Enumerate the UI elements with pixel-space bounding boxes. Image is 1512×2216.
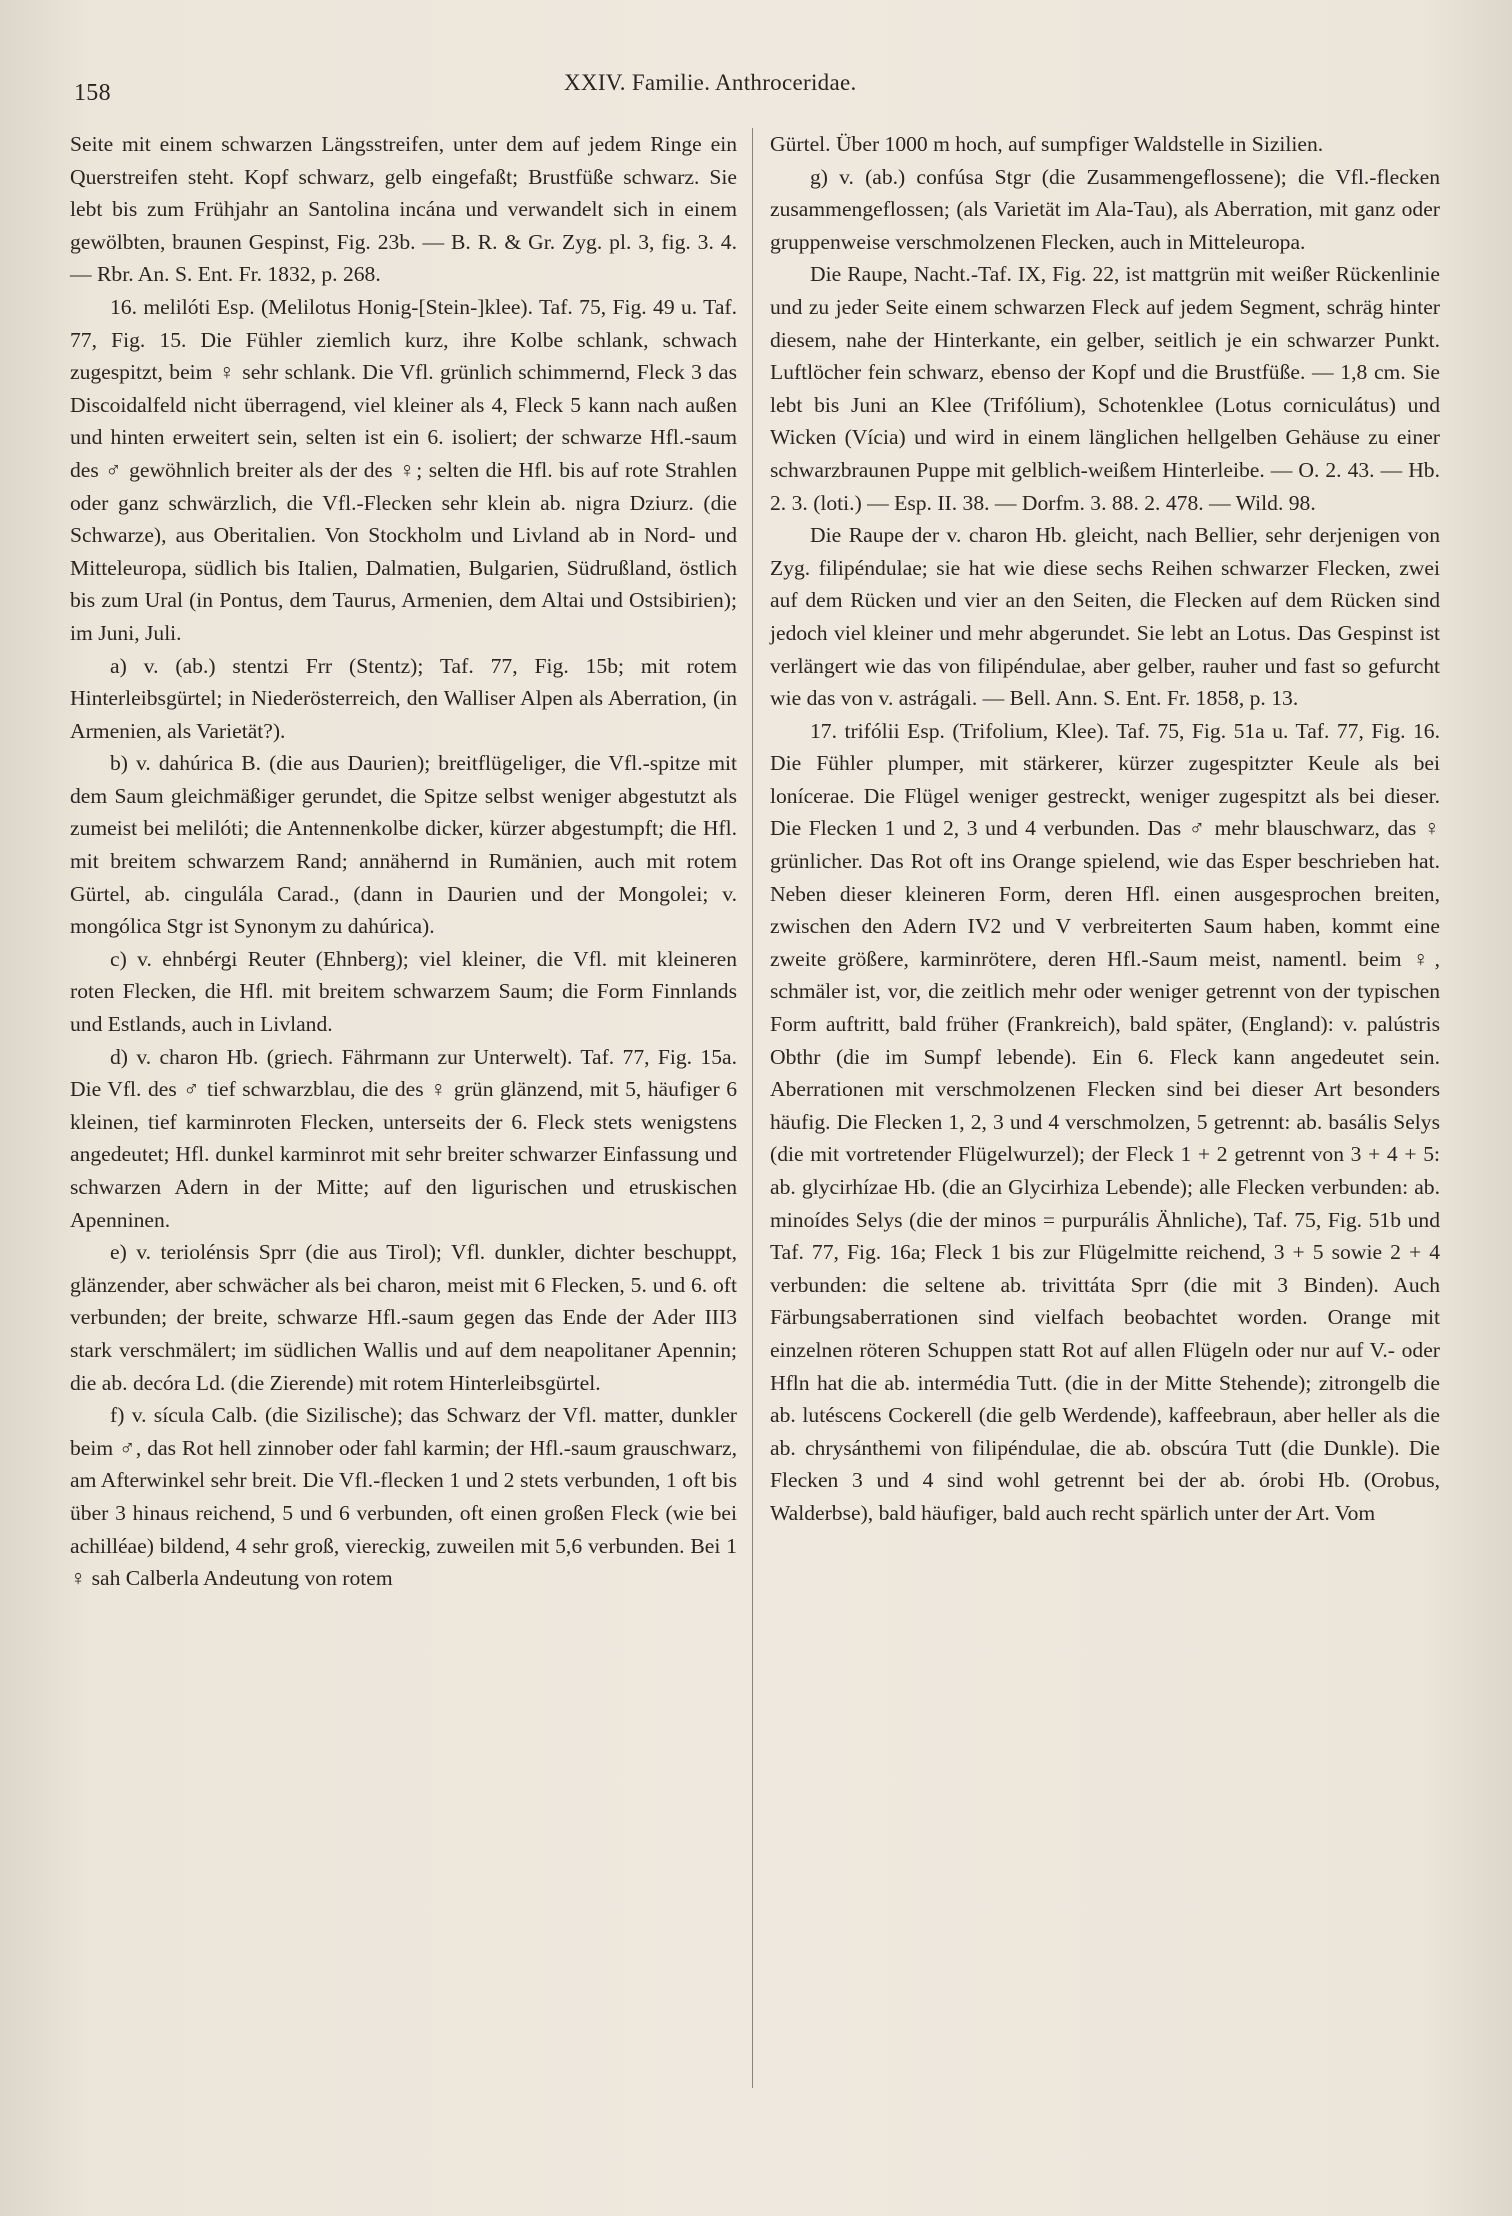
variety-paragraph: b) v. dahúrica B. (die aus Daurien); breitflügeliger, die Vfl.-spitze mit dem Saum gleichmäßiger gerundet, die Spitze selbst weniger abgestutzt als zumeist bei melilóti; die Antennenkolbe dicker, kürzer abgestumpft; die Hfl. mit breitem schwarzem Rand; annähernd in Rumänien, auch mit rotem Gürtel, ab. cingulála Carad., (dann in Daurien und der Mongolei; v. mongólica Stgr ist Synonym zu dahúrica). [70,751,737,939]
column-divider [752,128,753,2088]
variety-paragraph: c) v. ehnbérgi Reuter (Ehnberg); viel kleiner, die Vfl. mit kleineren roten Flecken, die Hfl. mit breitem schwarzem Saum; die Form Finnlands und Estlands, auch in Livland. [70,946,737,1037]
caterpillar-paragraph: Die Raupe, Nacht.-Taf. IX, Fig. 22, ist mattgrün mit weißer Rückenlinie und zu jeder Seite einem schwarzen Fleck auf jedem Segment, schräg hinter diesem, nahe der Hinterkante, ein gelber, seitlich je ein schwarzer Punkt. Luftlöcher fein schwarz, ebenso der Kopf und die Brustfüße. — 1,8 cm. Sie lebt bis Juni an Klee (Trifólium), Schotenklee (Lotus corniculátus) und Wicken (Vícia) und wird in einem länglichen hellgelben Gehäuse zu einer schwarzbraunen Puppe mit gelblich-weißem Hinterleibe. — O. 2. 43. — Hb. 2. 3. (loti.) — Esp. II. 38. — Dorfm. 3. 88. 2. 478. — Wild. 98. [770,262,1440,515]
variety-paragraph: g) v. (ab.) confúsa Stgr (die Zusammengeflossene); die Vfl.-flecken zusammengeflossen; (als Varietät im Ala-Tau), als Aberration, mit ganz oder gruppenweise verschmolzenen Flecken, auch in Mitteleuropa. [770,164,1440,254]
running-title: XXIV. Familie. Anthroceridae. [564,70,857,95]
left-column [70,128,737,1595]
variety-paragraph: e) v. teriolénsis Sprr (die aus Tirol); Vfl. dunkler, dichter beschuppt, glänzender, aber schwächer als bei charon, meist mit 6 Flecken, 5. und 6. oft verbunden; der breite, schwarze Hfl.-saum gegen das Ende der Ader III3 stark verschmälert; im südlichen Wallis und auf dem neapolitaner Apennin; die ab. decóra Ld. (die Zierende) mit rotem Hinterleibsgürtel. [70,1240,737,1395]
caterpillar-paragraph: Die Raupe der v. charon Hb. gleicht, nach Bellier, sehr derjenigen von Zyg. filipéndulae; sie hat wie diese sechs Reihen schwarzer Flecken, zwei auf dem Rücken und vier an den Seiten, die Flecken auf dem Rücken sind jedoch viel kleiner und mehr abgerundet. Sie lebt an Lotus. Das Gespinst ist verlängert wie das von filipéndulae, aber gelber, rauher und fast so gefurcht wie das von v. astrágali. — Bell. Ann. S. Ent. Fr. 1858, p. 13. [770,523,1440,711]
variety-paragraph: d) v. charon Hb. (griech. Fährmann zur Unterwelt). Taf. 77, Fig. 15a. Die Vfl. des ♂ tief schwarzblau, die des ♀ grün glänzend, mit 5, häufiger 6 kleinen, tief karminroten Flecken, unterseits der 6. Fleck stets wenigstens angedeutet; Hfl. dunkel karminrot mit sehr breiter schwarzer Einfassung und schwarzen Adern in der Mitte; auf den ligurischen und etruskischen Apenninen. [70,1044,737,1232]
page-number: 158 [74,80,111,106]
paragraph: Gürtel. Über 1000 m hoch, auf sumpfiger Waldstelle in Sizilien. [770,132,1324,156]
paragraph: Seite mit einem schwarzen Längsstreifen, unter dem auf jedem Ringe ein Querstreifen steht. Kopf schwarz, gelb eingefaßt; Brustfüße schwarz. Sie lebt bis zum Frühjahr an Santolina incána und verwandelt sich in einem gewölbten, braunen Gespinst, Fig. 23b. — B. R. & Gr. Zyg. pl. 3, fig. 3. 4. — Rbr. An. S. Ent. Fr. 1832, p. 268. [70,132,737,287]
variety-paragraph: f) v. sícula Calb. (die Sizilische); das Schwarz der Vfl. matter, dunkler beim ♂, das Rot hell zinnober oder fahl karmin; der Hfl.-saum grauschwarz, am Afterwinkel sehr breit. Die Vfl.-flecken 1 und 2 stets verbunden, 1 oft bis über 3 hinaus reichend, 5 und 6 verbunden, oft einen großen Fleck (wie bei achilléae) bildend, 4 sehr groß, viereckig, zuweilen mit 5,6 verbunden. Bei 1 ♀ sah Calberla Andeutung von rotem [70,1403,737,1591]
right-column [770,128,1440,1530]
species-entry-trifolii: 17. trifólii Esp. (Trifolium, Klee). Taf. 75, Fig. 51a u. Taf. 77, Fig. 16. Die Fühler plumper, mit stärkerer, kürzer zugespitzter Keule als bei lonícerae. Die Flügel weniger gestreckt, weniger zugespitzt als bei dieser. Die Flecken 1 und 2, 3 und 4 verbunden. Das ♂ mehr blauschwarz, das ♀ grünlicher. Das Rot oft ins Orange spielend, wie das Esper beschrieben hat. Neben dieser kleineren Form, deren Hfl. einen ausgesprochen breiten, zwischen den Adern IV2 und V verbreiterten Saum haben, kommt eine zweite größere, karminrötere, deren Hfl.-Saum meist, namentl. beim ♀, schmäler ist, vor, die zeitlich mehr oder weniger getrennt von der typischen Form auftritt, bald früher (Frankreich), bald später, (England): v. palústris Obthr (die im Sumpf lebende). Ein 6. Fleck kann angedeutet sein. Aberrationen mit verschmolzenen Flecken sind bei dieser Art besonders häufig. Die Flecken 1, 2, 3 und 4 verschmolzen, 5 getrennt: ab. basális Selys (die mit vortretender Flügelwurzel); der Fleck 1 + 2 getrennt von 3 + 4 + 5: ab. glycirhízae Hb. (die an Glycirhiza Lebende); alle Flecken verbunden: ab. minoídes Selys (die der minos = purpurális Ähnliche), Taf. 75, Fig. 51b und Taf. 77, Fig. 16a; Fleck 1 bis zur Flügelmitte reichend, 3 + 5 sowie 2 + 4 verbunden: die seltene ab. trivittáta Sprr (die mit 3 Binden). Auch Färbungsaberrationen sind vielfach beobachtet worden. Orange mit einzelnen röteren Schuppen statt Rot auf allen Flügeln oder nur auf V.- oder Hfln hat die ab. intermédia Tutt. (die in der Mitte Stehende); zitrongelb die ab. lutéscens Cockerell (die gelb Werdende), kaffeebraun, aber heller als die ab. chrysánthemi von filipéndulae, die ab. obscúra Tutt (die Dunkle). Die Flecken 3 und 4 sind wohl getrennt bei der ab. órobi Hb. (Orobus, Walderbse), bald häufiger, bald auch recht spärlich unter der Art. Vom [770,718,1440,1525]
species-entry-meliloti: 16. melilóti Esp. (Melilotus Honig-[Stein-]klee). Taf. 75, Fig. 49 u. Taf. 77, Fig. 15. Die Fühler ziemlich kurz, ihre Kolbe schlank, schwach zugespitzt, beim ♀ sehr schlank. Die Vfl. grünlich schimmernd, Fleck 3 das Discoidalfeld nicht überragend, viel kleiner als 4, Fleck 5 kann nach außen und hinten erweitert sein, selten ist ein 6. isoliert; der schwarze Hfl.-saum des ♂ gewöhnlich breiter als der des ♀; selten die Hfl. bis auf rote Strahlen oder ganz schwärzlich, die Vfl.-Flecken sehr klein ab. nigra Dziurz. (die Schwarze), aus Oberitalien. Von Stockholm und Livland ab in Nord- und Mitteleuropa, südlich bis Italien, Dalmatien, Bulgarien, Südrußland, östlich bis zum Ural (in Pontus, dem Taurus, Armenien, dem Altai und Ostsibirien); im Juni, Juli. [70,294,737,645]
page-header [74,66,1454,110]
variety-paragraph: a) v. (ab.) stentzi Frr (Stentz); Taf. 77, Fig. 15b; mit rotem Hinterleibsgürtel; in Niederösterreich, den Walliser Alpen als Aberration, (in Armenien, als Varietät?). [70,653,737,743]
